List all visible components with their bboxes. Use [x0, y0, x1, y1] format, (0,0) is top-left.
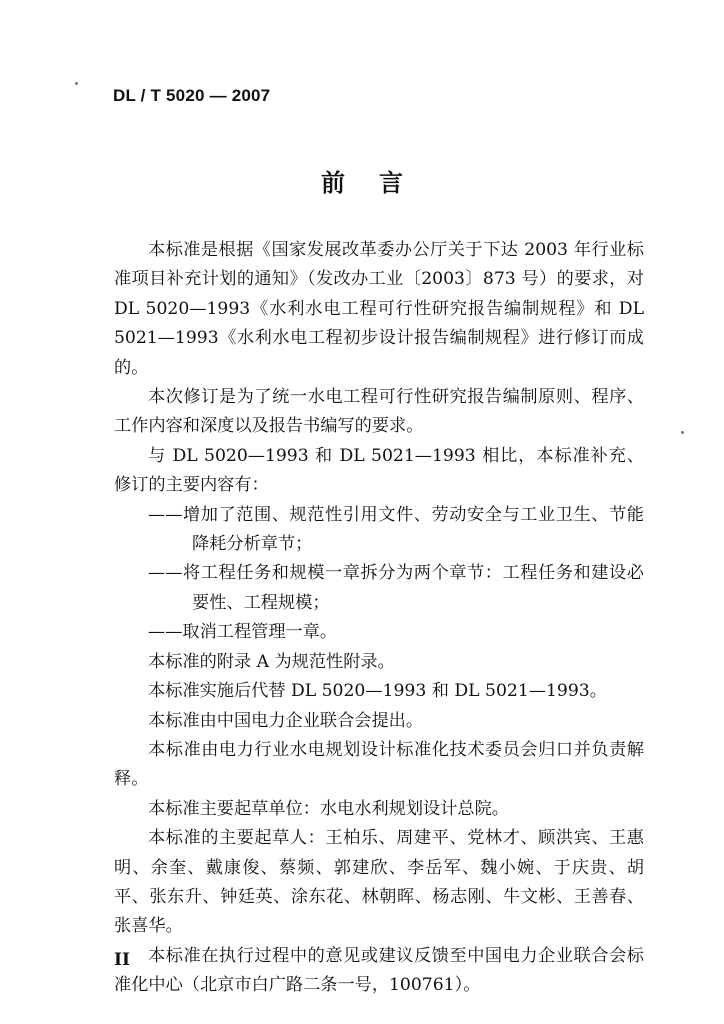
- scan-speck: [681, 431, 684, 434]
- paragraph-responsible: 本标准由电力行业水电规划设计标准化技术委员会归口并负责解释。: [114, 739, 644, 790]
- paragraph-drafters: 本标准的主要起草人：王柏乐、周建平、党林才、顾洪宾、王惠明、余奎、戴康俊、蔡频、郭建欣、李岳军、魏小婉、于庆贵、胡平、张东升、钟廷英、涂东花、林朝晖、杨志刚、牛文彬、王善春、张喜华。: [114, 828, 644, 937]
- paragraph-replaces: 本标准实施后代替 DL 5020—1993 和 DL 5021—1993。: [148, 681, 607, 702]
- paragraph-drafting-unit: 本标准主要起草单位：水电水利规划设计总院。: [148, 798, 509, 819]
- change-item-split-chapter: ——将工程任务和规模一章拆分为两个章节：工程任务和建设必要性、工程规模；: [148, 563, 644, 613]
- change-item-removed-chapter: ——取消工程管理一章。: [148, 622, 338, 643]
- paragraph-feedback: 本标准在执行过程中的意见或建议反馈至中国电力企业联合会标准化中心（北京市白广路二条一号，100761）。: [114, 945, 644, 996]
- paragraph-basis: 本标准是根据《国家发展改革委办公厅关于下达 2003 年行业标准项目补充计划的通知》（发改办工业〔2003〕873 号）的要求，对 DL 5020—1993《水利水电工程可行性研究报告编制规程》和 DL 5021—1993《水利水电工程初步设计报告编制规程》进行修订而成的。: [114, 240, 644, 378]
- change-item-added-chapters: ——增加了范围、规范性引用文件、劳动安全与工业卫生、节能降耗分析章节；: [148, 504, 644, 555]
- document-body: [114, 236, 644, 1001]
- page-number: II: [114, 950, 130, 970]
- paragraph-purpose: 本次修订是为了统一水电工程可行性研究报告编制原则、程序、工作内容和深度以及报告书编写的要求。: [114, 387, 644, 437]
- paragraph-appendix: 本标准的附录 A 为规范性附录。: [148, 651, 395, 672]
- scan-speck: [75, 82, 78, 85]
- paragraph-proposed-by: 本标准由中国电力企业联合会提出。: [148, 710, 424, 731]
- standard-code-header: DL / T 5020 — 2007: [113, 86, 271, 105]
- page-title: 前言: [321, 168, 437, 197]
- paragraph-changes-intro: 与 DL 5020—1993 和 DL 5021—1993 相比，本标准补充、修订的主要内容有：: [114, 445, 644, 496]
